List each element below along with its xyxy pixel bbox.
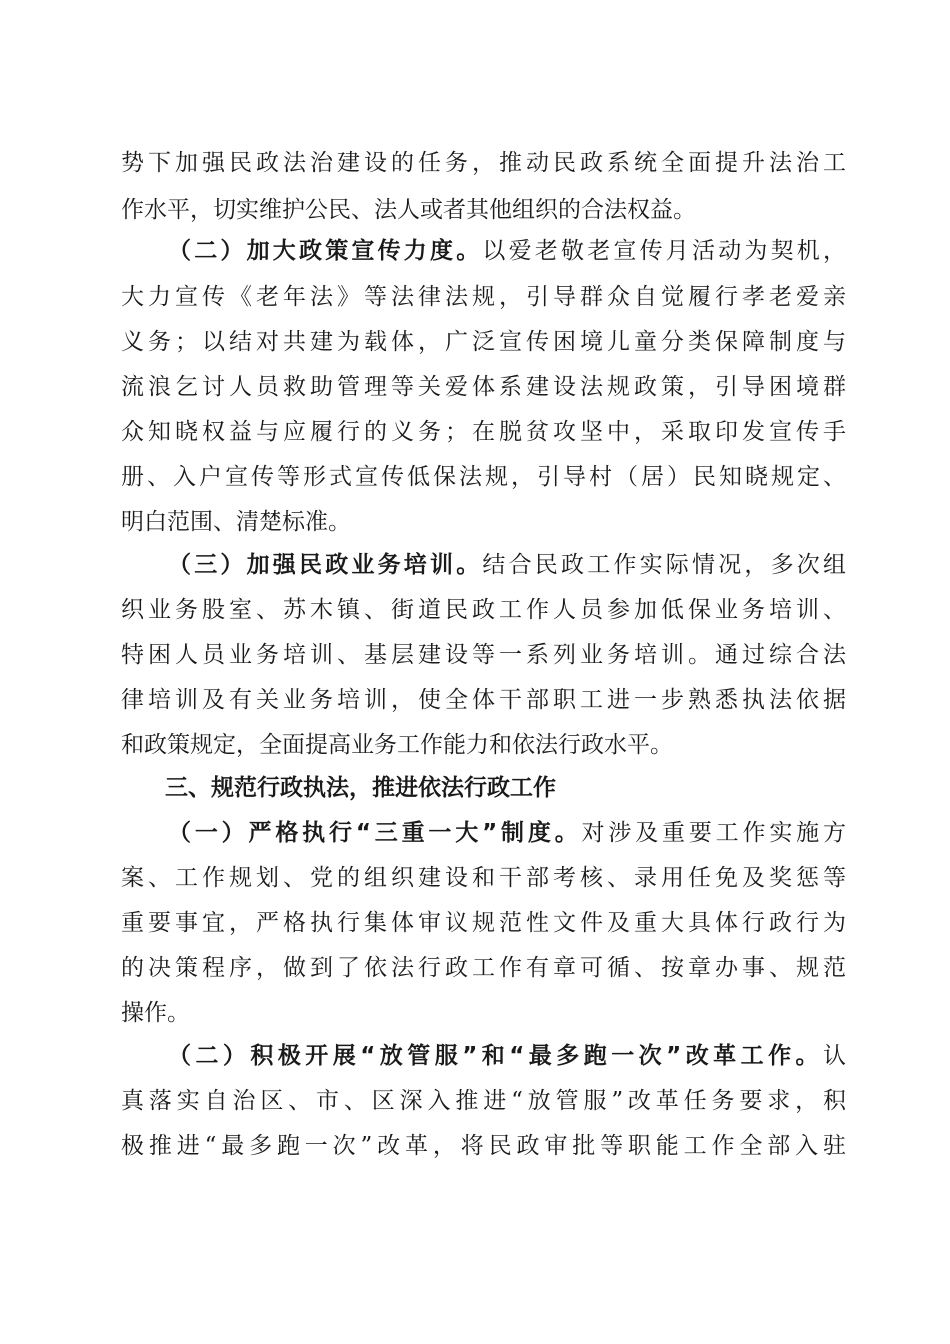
paragraph-first-line [168,1036,846,1076]
paragraph-first-line [168,545,846,585]
body-text-line: 极推进“最多跑一次”改革，将民政审批等职能工作全部入驻 [121,1133,846,1159]
body-text-line: 大力宣传《老年法》等法律法规，引导群众自觉履行孝老爱亲 [121,284,846,310]
section-heading: 三、规范行政执法，推进依法行政工作 [165,775,556,801]
body-text-line: 操作。 [121,1000,190,1026]
body-text-line: 织业务股室、苏木镇、街道民政工作人员参加低保业务培训、 [121,597,846,623]
body-text-line: 律培训及有关业务培训，使全体干部职工进一步熟悉执法依据 [121,687,846,713]
body-text-line: 作水平，切实维护公民、法人或者其他组织的合法权益。 [121,197,696,223]
body-text-line: 案、工作规划、党的组织建设和干部考核、录用任免及奖惩等 [121,865,846,891]
paragraph-lead-heading: （三）加强民政业务培训。 [168,552,483,578]
paragraph-first-line-text: 结合民政工作实际情况，多次组 [482,552,847,578]
body-text-line: 明白范围、清楚标准。 [121,509,351,535]
body-text-line: 众知晓权益与应履行的义务；在脱贫攻坚中，采取印发宣传手 [121,419,846,445]
body-text-line: 义务；以结对共建为载体，广泛宣传困境儿童分类保障制度与 [121,329,846,355]
body-text-line: 特困人员业务培训、基层建设等一系列业务培训。通过综合法 [121,642,846,668]
paragraph-first-line-text: 认 [823,1043,846,1069]
paragraph-first-line [168,231,846,271]
body-text-line: 册、入户宣传等形式宣传低保法规，引导村（居）民知晓规定、 [121,464,846,490]
paragraph-first-line-text: 以爱老敬老宣传月活动为契机， [482,238,847,264]
body-text-line: 流浪乞讨人员救助管理等关爱体系建设法规政策，引导困境群 [121,374,846,400]
paragraph-first-line-text: 对涉及重要工作实施方 [581,820,847,846]
paragraph-first-line [168,813,846,853]
paragraph-lead-heading: （二）积极开展“放管服”和“最多跑一次”改革工作。 [168,1043,823,1069]
body-text-line: 势下加强民政法治建设的任务，推动民政系统全面提升法治工 [121,150,846,176]
paragraph-lead-heading: （一）严格执行“三重一大”制度。 [168,820,582,846]
body-text-line: 重要事宜，严格执行集体审议规范性文件及重大具体行政行为 [121,910,846,936]
body-text-line: 的决策程序，做到了依法行政工作有章可循、按章办事、规范 [121,955,846,981]
paragraph-lead-heading: （二）加大政策宣传力度。 [168,238,483,264]
body-text-line: 和政策规定，全面提高业务工作能力和依法行政水平。 [121,732,673,758]
body-text-line: 真落实自治区、市、区深入推进“放管服”改革任务要求，积 [121,1088,846,1114]
